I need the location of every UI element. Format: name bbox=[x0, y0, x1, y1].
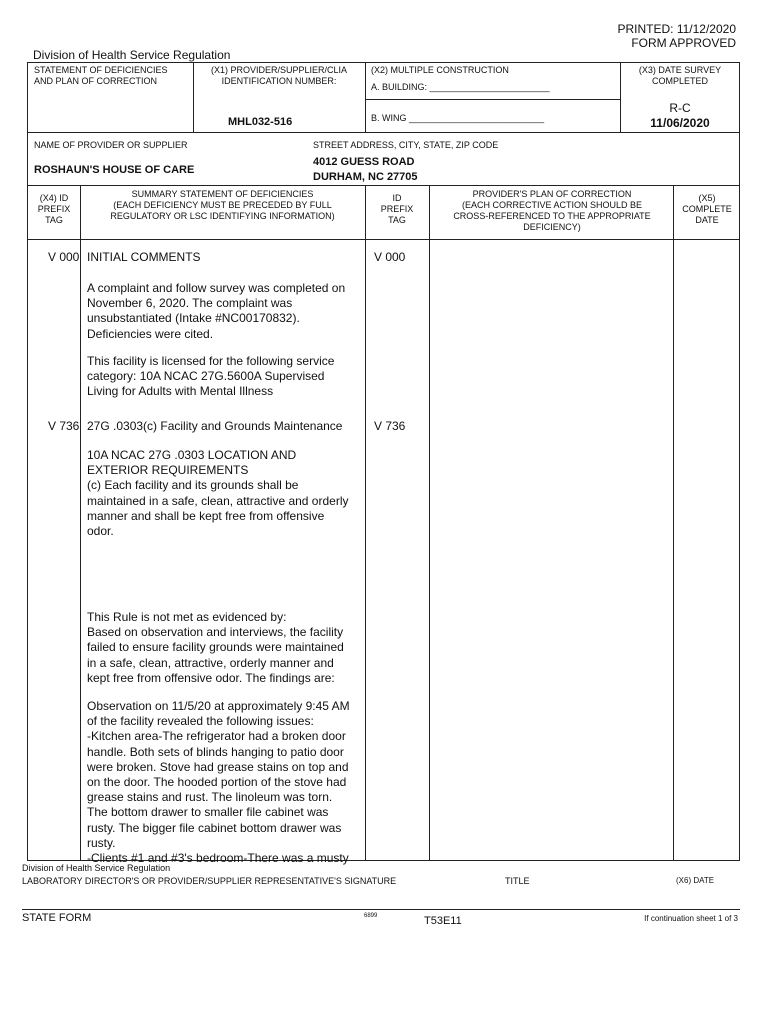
paragraph-regulation: 10A NCAC 27G .0303 LOCATION AND EXTERIOR REQUIREMENTS (c) Each facility and its grounds shall be maintained in a safe, clean, attractive and orderly manner and shall be kept free from offensive odor. bbox=[87, 448, 349, 539]
tag-v736: V 736 bbox=[48, 419, 80, 433]
printed-date: PRINTED: 11/12/2020 bbox=[617, 22, 736, 36]
state-form-label: STATE FORM bbox=[22, 912, 92, 924]
statement-label: STATEMENT OF DEFICIENCIES AND PLAN OF CORRECTION bbox=[34, 65, 168, 86]
form-code: T53E11 bbox=[424, 915, 462, 927]
provider-id: MHL032-516 bbox=[228, 116, 293, 128]
col-summary-header: SUMMARY STATEMENT OF DEFICIENCIES (EACH DEFICIENCY MUST BE PRECEDED BY FULL REGULATORY OR LSC IDENTIFYING INFORMATION) bbox=[110, 189, 335, 221]
x6-date-label: (X6) DATE bbox=[676, 876, 715, 885]
address-line1: 4012 GUESS ROAD bbox=[313, 156, 415, 168]
form-number: 6899 bbox=[364, 913, 378, 919]
x1-label: (X1) PROVIDER/SUPPLIER/CLIA IDENTIFICATION NUMBER: bbox=[210, 65, 348, 86]
x2-label: (X2) MULTIPLE CONSTRUCTION bbox=[371, 65, 509, 75]
tag-v000: V 000 bbox=[48, 250, 80, 264]
survey-code: R-C bbox=[669, 101, 691, 115]
building-field: A. BUILDING: ________________________ bbox=[371, 82, 550, 92]
survey-date: 11/06/2020 bbox=[650, 116, 710, 130]
continuation-sheet: If continuation sheet 1 of 3 bbox=[644, 914, 738, 923]
initial-comments-heading: INITIAL COMMENTS bbox=[87, 250, 201, 264]
provider-name: ROSHAUN'S HOUSE OF CARE bbox=[34, 164, 195, 176]
tag-v000-right: V 000 bbox=[374, 250, 406, 264]
provider-name-label: NAME OF PROVIDER OR SUPPLIER bbox=[34, 140, 188, 150]
wing-field: B. WING ___________________________ bbox=[371, 113, 545, 123]
col-x5-header: (X5) COMPLETE DATE bbox=[682, 193, 732, 225]
paragraph-findings: This Rule is not met as evidenced by: Based on observation and interviews, the facility failed to ensure facility grounds were maintained in a safe, clean, attractive, orderly manner and kept free from offensive odor. The findings are: bbox=[87, 610, 344, 685]
address-label: STREET ADDRESS, CITY, STATE, ZIP CODE bbox=[313, 140, 499, 150]
form-approved: FORM APPROVED bbox=[631, 36, 736, 50]
col-x4-header: (X4) ID PREFIX TAG bbox=[37, 193, 71, 225]
paragraph-license: This facility is licensed for the following service category: 10A NCAC 27G.5600A Supervised Living for Adults with Mental Illness bbox=[87, 354, 335, 399]
signature-label: LABORATORY DIRECTOR'S OR PROVIDER/SUPPLIER REPRESENTATIVE'S SIGNATURE bbox=[22, 876, 397, 886]
footer-division: Division of Health Service Regulation bbox=[22, 863, 171, 873]
paragraph-observation: Observation on 11/5/20 at approximately 9:45 AM of the facility revealed the following issues: -Kitchen area-The refrigerator had a broken door handle. Both sets of blinds hanging to patio door were broken. Stove had grease stains on top and on the door. The hooded portion of the stove had grease stains and rust. The linoleum was torn. The bottom drawer to smaller file cabinet was rusty. The bigger file cabinet bottom drawer was rusty. -Clients #1 and #3's bedroom-There was a musty bbox=[87, 699, 350, 866]
paragraph-survey: A complaint and follow survey was completed on November 6, 2020. The complaint was unsubstantiated (Intake #NC00170832). Deficiencies were cited. bbox=[87, 281, 346, 341]
x3-label: (X3) DATE SURVEY COMPLETED bbox=[638, 65, 722, 86]
col-plan-header: PROVIDER'S PLAN OF CORRECTION (EACH CORRECTIVE ACTION SHOULD BE CROSS-REFERENCED TO THE APPROPRIATE DEFICIENCY) bbox=[453, 189, 651, 232]
deficiency-title: 27G .0303(c) Facility and Grounds Maintenance bbox=[87, 419, 343, 433]
tag-v736-right: V 736 bbox=[374, 419, 406, 433]
division-title: Division of Health Service Regulation bbox=[33, 48, 231, 62]
col-id-header: ID PREFIX TAG bbox=[380, 193, 414, 225]
address-line2: DURHAM, NC 27705 bbox=[313, 171, 418, 183]
title-label: TITLE bbox=[505, 876, 530, 886]
